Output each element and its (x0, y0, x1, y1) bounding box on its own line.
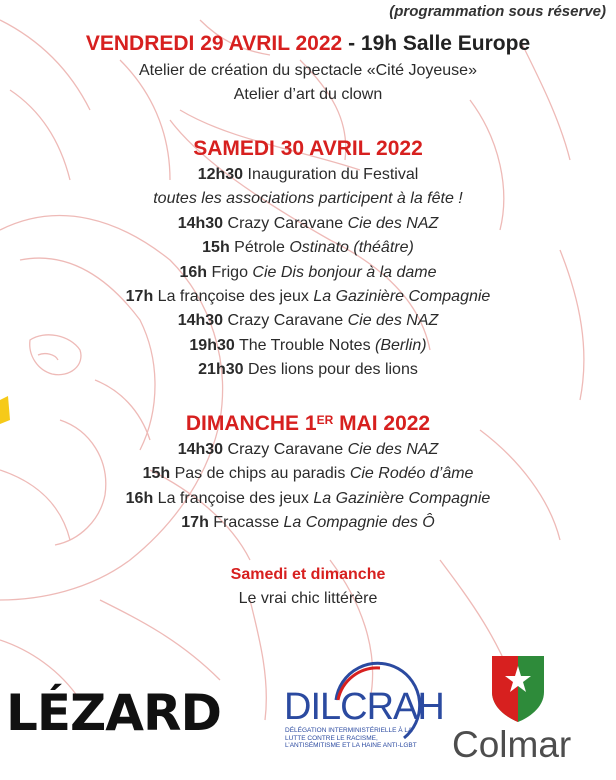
dilcrah-logo-subtitle: DÉLÉGATION INTERMINISTÉRIELLE À LA LUTTE CONTRE LE RACISME, L’ANTISÉMITISME ET LA HAINE ANTI-LGBT (285, 727, 417, 749)
program-item-title: Fracasse (208, 514, 284, 532)
dilcrah-logo-text: DILCRAH (284, 686, 444, 728)
program-item-company: (Berlin) (375, 336, 427, 354)
program-item (0, 337, 616, 355)
program-item (0, 190, 616, 208)
program-item-time: 17h (181, 514, 209, 532)
lezard-logo (6, 683, 221, 743)
program-item (0, 361, 616, 379)
program-item-title: Frigo (207, 263, 253, 281)
program-item-company: Cie des NAZ (347, 441, 439, 458)
program-item-time: 14h30 (177, 214, 224, 232)
friday-time-place: 19h Salle Europe (360, 32, 531, 55)
sunday-title-post: MAI 2022 (333, 412, 431, 435)
friday-line-2: Atelier d’art du clown (233, 86, 383, 103)
friday-date: VENDREDI 29 AVRIL 2022 (85, 32, 343, 55)
program-item-time: 15h (202, 239, 230, 257)
program-item-title: Pétrole (229, 239, 290, 257)
program-item-title: Des lions pour des lions (243, 361, 418, 379)
program-item-company: Cie Dis bonjour à la dame (252, 263, 437, 281)
program-item-time: 17h (125, 288, 154, 305)
lezard-logo-text: LÉZARD (6, 684, 221, 742)
program-item (0, 441, 616, 459)
sunday-title (0, 412, 616, 436)
program-item-company: Cie des NAZ (347, 214, 439, 232)
weekend-title: Samedi et dimanche (230, 566, 386, 583)
program-item (0, 514, 616, 532)
program-item-title: Inauguration du Festival (243, 166, 419, 183)
programming-note: (programmation sous réserve) (389, 3, 606, 20)
dilcrah-logo (276, 660, 444, 775)
program-item-company: toutes les associations participent à la fête ! (153, 190, 463, 208)
colmar-shield-icon (488, 652, 548, 724)
program-item-company: Ostinato (théâtre) (289, 239, 414, 257)
program-item-company: Cie Rodéo d’âme (349, 465, 474, 483)
program-item-time: 14h30 (177, 312, 224, 330)
sunday-title-pre: DIMANCHE 1 (185, 412, 317, 435)
sunday-title-sup: ER (316, 413, 334, 427)
friday-heading (0, 32, 616, 56)
program-item (0, 312, 616, 330)
program-item-time: 15h (142, 465, 171, 483)
program-item-title: Crazy Caravane (223, 441, 348, 458)
program-item-company: La Compagnie des Ô (283, 514, 435, 532)
program-item-time: 16h (125, 489, 154, 507)
program-item-company: La Gazinière Compagnie (313, 489, 491, 507)
program-item-time: 16h (179, 263, 208, 281)
program-item (0, 166, 616, 184)
friday-line-1: Atelier de création du spectacle «Cité Joyeuse» (139, 62, 477, 79)
program-item-company: Cie des NAZ (347, 312, 439, 330)
program-item-time: 14h30 (177, 441, 224, 458)
program-item-time: 19h30 (189, 336, 235, 354)
colmar-logo-text: Colmar (452, 724, 572, 765)
program-item-title: The Trouble Notes (234, 336, 376, 354)
program-item-company: La Gazinière Compagnie (313, 288, 491, 305)
program-item-title: Pas de chips au paradis (170, 465, 350, 483)
program-item-title: La françoise des jeux (153, 288, 314, 305)
program-item (0, 215, 616, 233)
program-item (0, 288, 616, 306)
program-item-time: 12h30 (197, 166, 244, 183)
program-item-time: 21h30 (198, 361, 244, 379)
program-item (0, 465, 616, 483)
program-item (0, 239, 616, 257)
colmar-logo (450, 648, 610, 778)
program-item (0, 264, 616, 282)
weekend-text: Le vrai chic littérère (238, 590, 378, 607)
program-item-title: Crazy Caravane (223, 214, 348, 232)
program-item-title: Crazy Caravane (223, 312, 348, 330)
friday-separator: - (342, 32, 361, 55)
saturday-title: SAMEDI 30 AVRIL 2022 (193, 137, 423, 160)
program-item (0, 490, 616, 508)
program-item-title: La françoise des jeux (153, 489, 314, 507)
